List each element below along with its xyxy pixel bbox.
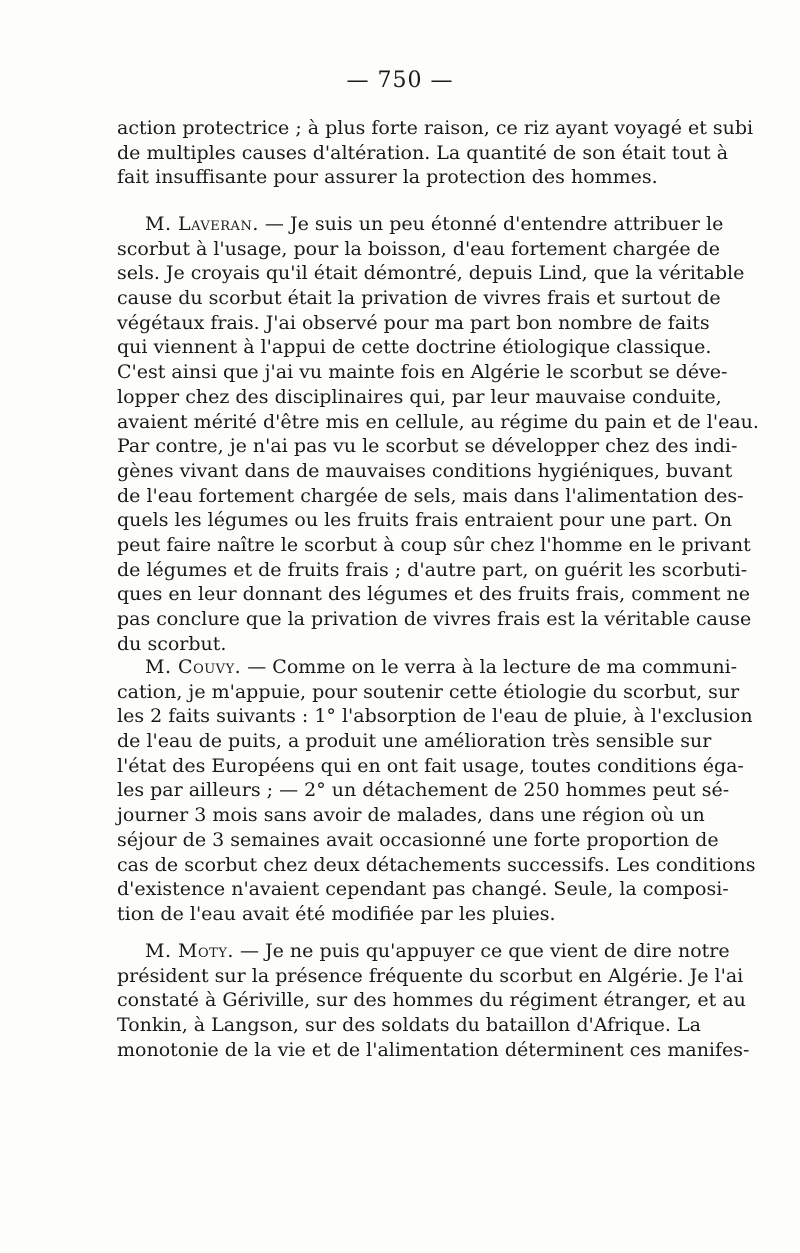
paragraph-laveran	[117, 212, 759, 656]
paragraph-couvy	[117, 655, 756, 927]
text-line: tion de l'eau avait été modifiée par les pluies.	[117, 902, 556, 925]
text-line: de légumes et de fruits frais ; d'autre part, on guérit les scorbuti-	[117, 558, 748, 581]
text-line: séjour de 3 semaines avait occasionné une forte proportion de	[117, 828, 719, 851]
text-line: cation, je m'appuie, pour soutenir cette étiologie du scorbut, sur	[117, 680, 740, 703]
text-line: sels. Je croyais qu'il était démontré, depuis Lind, que la véritable	[117, 262, 745, 285]
text-line: Par contre, je n'ai pas vu le scorbut se développer chez des indi-	[117, 435, 738, 458]
text-line: président sur la présence fréquente du scorbut en Algérie. Je l'ai	[117, 964, 744, 987]
text-line: monotonie de la vie et de l'alimentation déterminent ces manifes-	[117, 1038, 750, 1061]
text-line: de multiples causes d'altération. La quantité de son était tout à	[117, 141, 729, 164]
text-line: de l'eau de puits, a produit une amélioration très sensible sur	[117, 730, 712, 753]
text-line: scorbut à l'usage, pour la boisson, d'eau fortement chargée de	[117, 237, 721, 260]
text-line: fait insuffisante pour assurer la protection des hommes.	[117, 166, 658, 189]
text-line: action protectrice ; à plus forte raison, ce riz ayant voyagé et subi	[117, 117, 754, 139]
text-line: cas de scorbut chez deux détachements successifs. Les conditions	[117, 853, 756, 876]
text-line	[117, 655, 738, 680]
page-number: — 750 —	[346, 68, 454, 93]
speaker-name: M. Laveran.	[145, 213, 259, 235]
text-line: lopper chez des disciplinaires qui, par leur mauvaise conduite,	[117, 385, 722, 408]
text-line: pas conclure que la privation de vivres frais est la véritable cause	[117, 608, 752, 630]
text-line: avaient mérité d'être mis en cellule, au régime du pain et de l'eau.	[117, 410, 759, 433]
text-line: d'existence n'avaient cependant pas changé. Seule, la composi-	[117, 878, 729, 901]
text-line: peut faire naître le scorbut à coup sûr chez l'homme en le privant	[117, 533, 751, 556]
paragraph-1	[117, 116, 754, 190]
text-line: végétaux frais. J'ai observé pour ma part bon nombre de faits	[117, 311, 710, 334]
text-line	[117, 212, 724, 237]
text-line: les 2 faits suivants : 1° l'absorption de l'eau de pluie, à l'exclusion	[117, 705, 753, 728]
text-line: de l'eau fortement chargée de sels, mais dans l'alimentation des-	[117, 484, 744, 507]
paragraph-moty	[117, 939, 750, 1062]
text-line: C'est ainsi que j'ai vu mainte fois en Algérie le scorbut se déve-	[117, 361, 728, 384]
text-line-content: — Comme on le verra à la lecture de ma communi-	[241, 656, 738, 678]
text-line: constaté à Gériville, sur des hommes du régiment étranger, et au	[117, 989, 746, 1012]
text-line-content: — Je ne puis qu'appuyer ce que vient de dire notre	[233, 940, 730, 962]
text-line: du scorbut.	[117, 632, 227, 655]
text-line: quels les légumes ou les fruits frais entraient pour une part. On	[117, 509, 732, 532]
speaker-name: M. Moty.	[145, 940, 234, 962]
text-line: ques en leur donnant des légumes et des fruits frais, comment ne	[117, 583, 750, 606]
text-line: les par ailleurs ; — 2° un détachement de 250 hommes peut sé-	[117, 779, 730, 802]
text-line: cause du scorbut était la privation de vivres frais et surtout de	[117, 287, 721, 310]
text-line	[117, 939, 730, 964]
text-line: Tonkin, à Langson, sur des soldats du bataillon d'Afrique. La	[117, 1014, 701, 1037]
text-line: gènes vivant dans de mauvaises conditions hygiéniques, buvant	[117, 459, 733, 482]
text-line: journer 3 mois sans avoir de malades, dans une région où un	[117, 804, 705, 827]
speaker-name: M. Couvy.	[145, 656, 242, 678]
text-line-content: — Je suis un peu étonné d'entendre attribuer le	[258, 213, 724, 235]
text-line: qui viennent à l'appui de cette doctrine étiologique classique.	[117, 336, 712, 359]
text-line: l'état des Européens qui en ont fait usage, toutes conditions éga-	[117, 754, 744, 777]
